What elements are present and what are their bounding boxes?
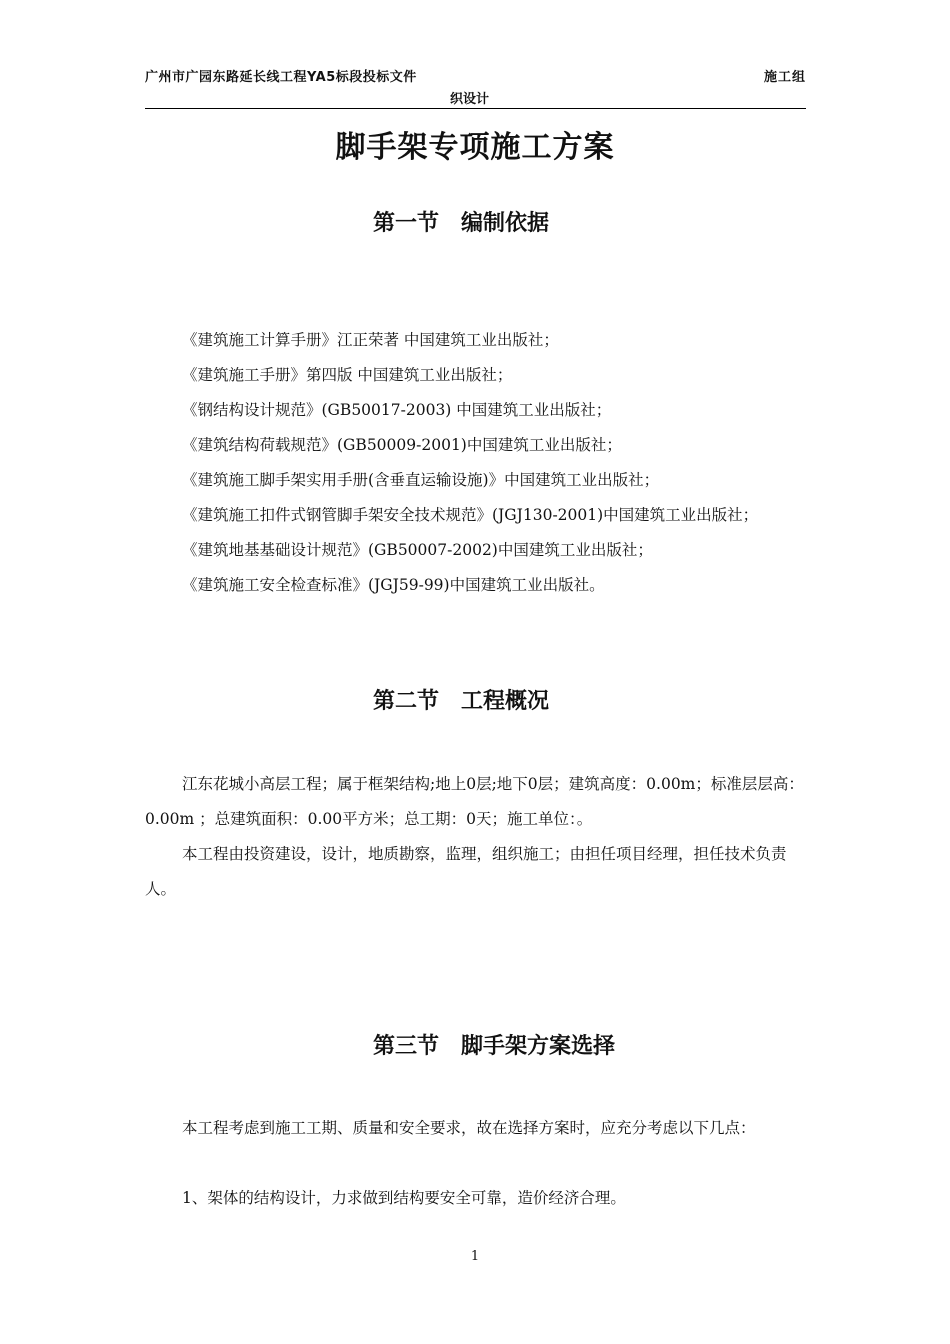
reference-item: 《建筑地基基础设计规范》(GB50007-2002)中国建筑工业出版社；	[182, 541, 653, 559]
reference-item: 《建筑施工手册》第四版 中国建筑工业出版社；	[182, 366, 513, 384]
reference-item: 《钢结构设计规范》(GB50017-2003) 中国建筑工业出版社；	[182, 401, 612, 419]
section-1-heading: 第一节 编制依据	[373, 211, 550, 236]
document-title: 脚手架专项施工方案	[335, 130, 615, 165]
page-number: 1	[470, 1249, 480, 1264]
section-3-heading: 第三节 脚手架方案选择	[373, 1034, 616, 1059]
page-header	[145, 66, 806, 109]
header-document-title: 广州市广园东路延长线工程YA5标段投标文件	[145, 70, 417, 85]
reference-list	[145, 323, 809, 603]
reference-item: 《建筑施工安全检查标准》(JGJ59-99)中国建筑工业出版社。	[182, 576, 605, 594]
section-2-heading: 第二节 工程概况	[373, 689, 550, 714]
reference-item: 《建筑施工脚手架实用手册(含垂直运输设施)》中国建筑工业出版社；	[182, 471, 660, 489]
reference-item: 《建筑施工扣件式钢管脚手架安全技术规范》(JGJ130-2001)中国建筑工业出版社；	[182, 506, 759, 524]
project-parties-paragraph: 本工程由投资建设，设计，地质勘察，监理，组织施工；由担任项目经理，担任技术负责人。	[145, 845, 787, 898]
reference-item: 《建筑施工计算手册》江正荣著 中国建筑工业出版社；	[182, 331, 559, 349]
scheme-intro-paragraph: 本工程考虑到施工工期、质量和安全要求，故在选择方案时，应充分考虑以下几点：	[182, 1119, 756, 1137]
project-overview-paragraph: 江东花城小高层工程；属于框架结构;地上0层;地下0层；建筑高度：0.00m；标准层层高：0.00m ；总建筑面积：0.00平方米；总工期：0天；施工单位：。	[145, 775, 804, 828]
scheme-point-1: 1、架体的结构设计，力求做到结构要安全可靠，造价经济合理。	[182, 1189, 626, 1207]
header-section-label-continued: 织设计	[450, 92, 490, 107]
header-section-label: 施工组	[763, 70, 806, 85]
reference-item: 《建筑结构荷载规范》(GB50009-2001)中国建筑工业出版社；	[182, 436, 622, 454]
